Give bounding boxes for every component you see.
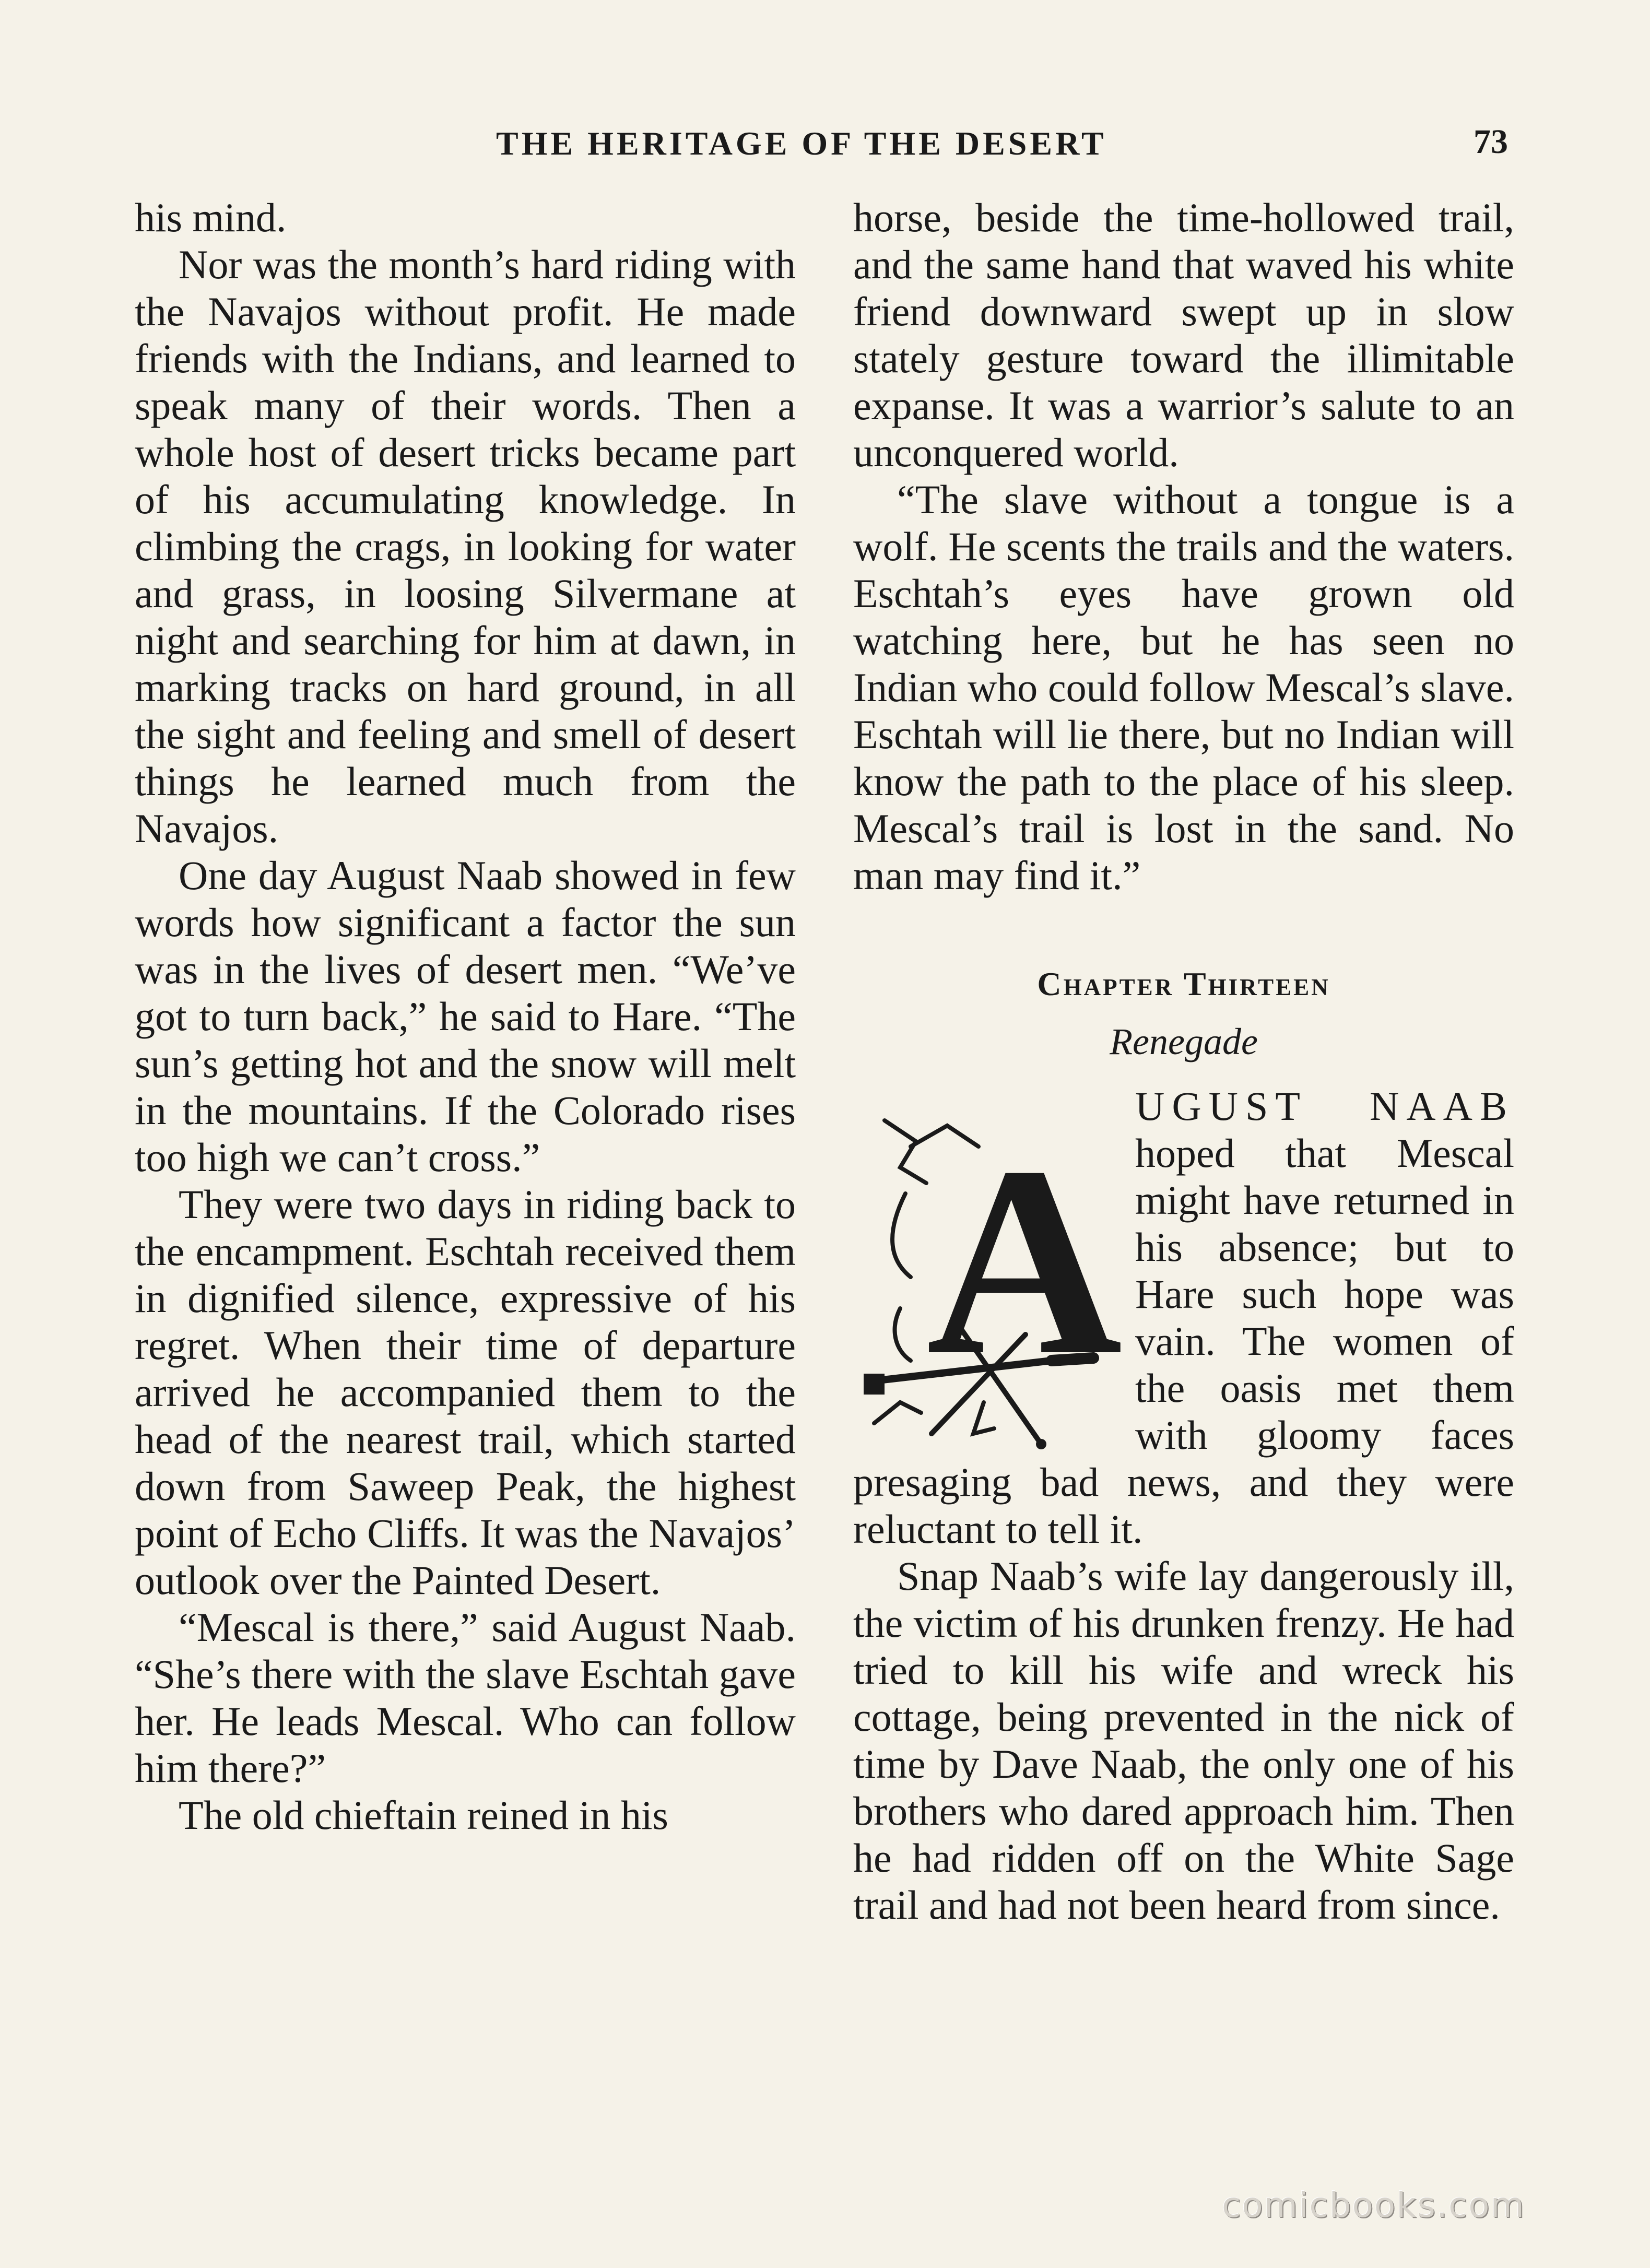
- drop-cap-letter: A: [926, 1111, 1123, 1411]
- paragraph: Snap Naab’s wife lay dangerously ill, the victim of his drunken frenzy. He had tried to kill his wife and wreck his cottage, being prevented in the nick of time by Dave Naab, the only one of his brothers who dared approach him. Then he had ridden off on the White Sage trail and had not been heard from since.: [853, 1553, 1514, 1928]
- paragraph: One day August Naab showed in few words how significant a factor the sun was in the lives of desert men. “We’ve got to turn back,” he said to Hare. “The sun’s getting hot and the snow will melt in the mountains. If the Colorado rises too high we can’t cross.”: [135, 853, 796, 1180]
- drop-cap-illustration: [853, 1089, 1125, 1455]
- paragraph: “Mescal is there,” said August Naab. “She’s there with the slave Eschtah gave her. He leads Mescal. Who can follow him there?”: [135, 1604, 796, 1791]
- page-number: 73: [1474, 123, 1508, 161]
- paragraph: The old chieftain reined in his: [179, 1792, 668, 1838]
- running-header: [0, 119, 1650, 176]
- paragraph: “The slave without a tongue is a wolf. He scents the trails and the waters. Eschtah’s eyes have grown old watching here, but he has seen no Indian who could follow Mescal’s slave. Eschtah will lie there, but no Indian will know the path to the place of his sleep. Mescal’s trail is lost in the sand. No man may find it.”: [853, 477, 1514, 898]
- chapter-heading: [853, 961, 1514, 1065]
- paragraph: his mind.: [135, 195, 287, 240]
- paragraph: They were two days in riding back to the encampment. Eschtah received them in dignified silence, expressive of his regret. When their time of departure arrived he accompanied them to the head of the nearest trail, which started down from Saweep Peak, the highest point of Echo Cliffs. It was the Navajos’ outlook over the Painted Desert.: [135, 1182, 796, 1603]
- chapter-title: Renegade: [1110, 1021, 1258, 1062]
- running-title: THE HERITAGE OF THE DESERT: [496, 125, 1107, 162]
- left-column: [135, 194, 796, 1839]
- chapter-body: [853, 1083, 1514, 1929]
- paragraph-text: hoped that Mescal might have returned in his absence; but to Hare such hope was vain. The women of the oasis met them with gloomy faces presaging bad news, and they were reluctant to tell it.: [853, 1130, 1514, 1552]
- chapter-label: Chapter Thirteen: [1037, 965, 1330, 1002]
- chapter-lead-word: UGUST NAAB: [1135, 1083, 1514, 1129]
- site-watermark: comicbooks.com: [1222, 2185, 1525, 2225]
- paragraph: Nor was the month’s hard riding with the Navajos without profit. He made friends with the Indians, and learned to speak many of their words. Then a whole host of desert tricks became part of his accumulating knowledge. In climbing the crags, in looking for water and grass, in loosing Silvermane at night and searching for him at dawn, in marking tracks on hard ground, in all the sight and feeling and smell of desert things he learned much from the Navajos.: [135, 242, 796, 851]
- right-column: [853, 194, 1514, 1929]
- paragraph: horse, beside the time-hollowed trail, and the same hand that waved his white friend downward swept up in slow stately gesture toward the illimitable expanse. It was a warrior’s salute to an unconquered world.: [853, 195, 1514, 475]
